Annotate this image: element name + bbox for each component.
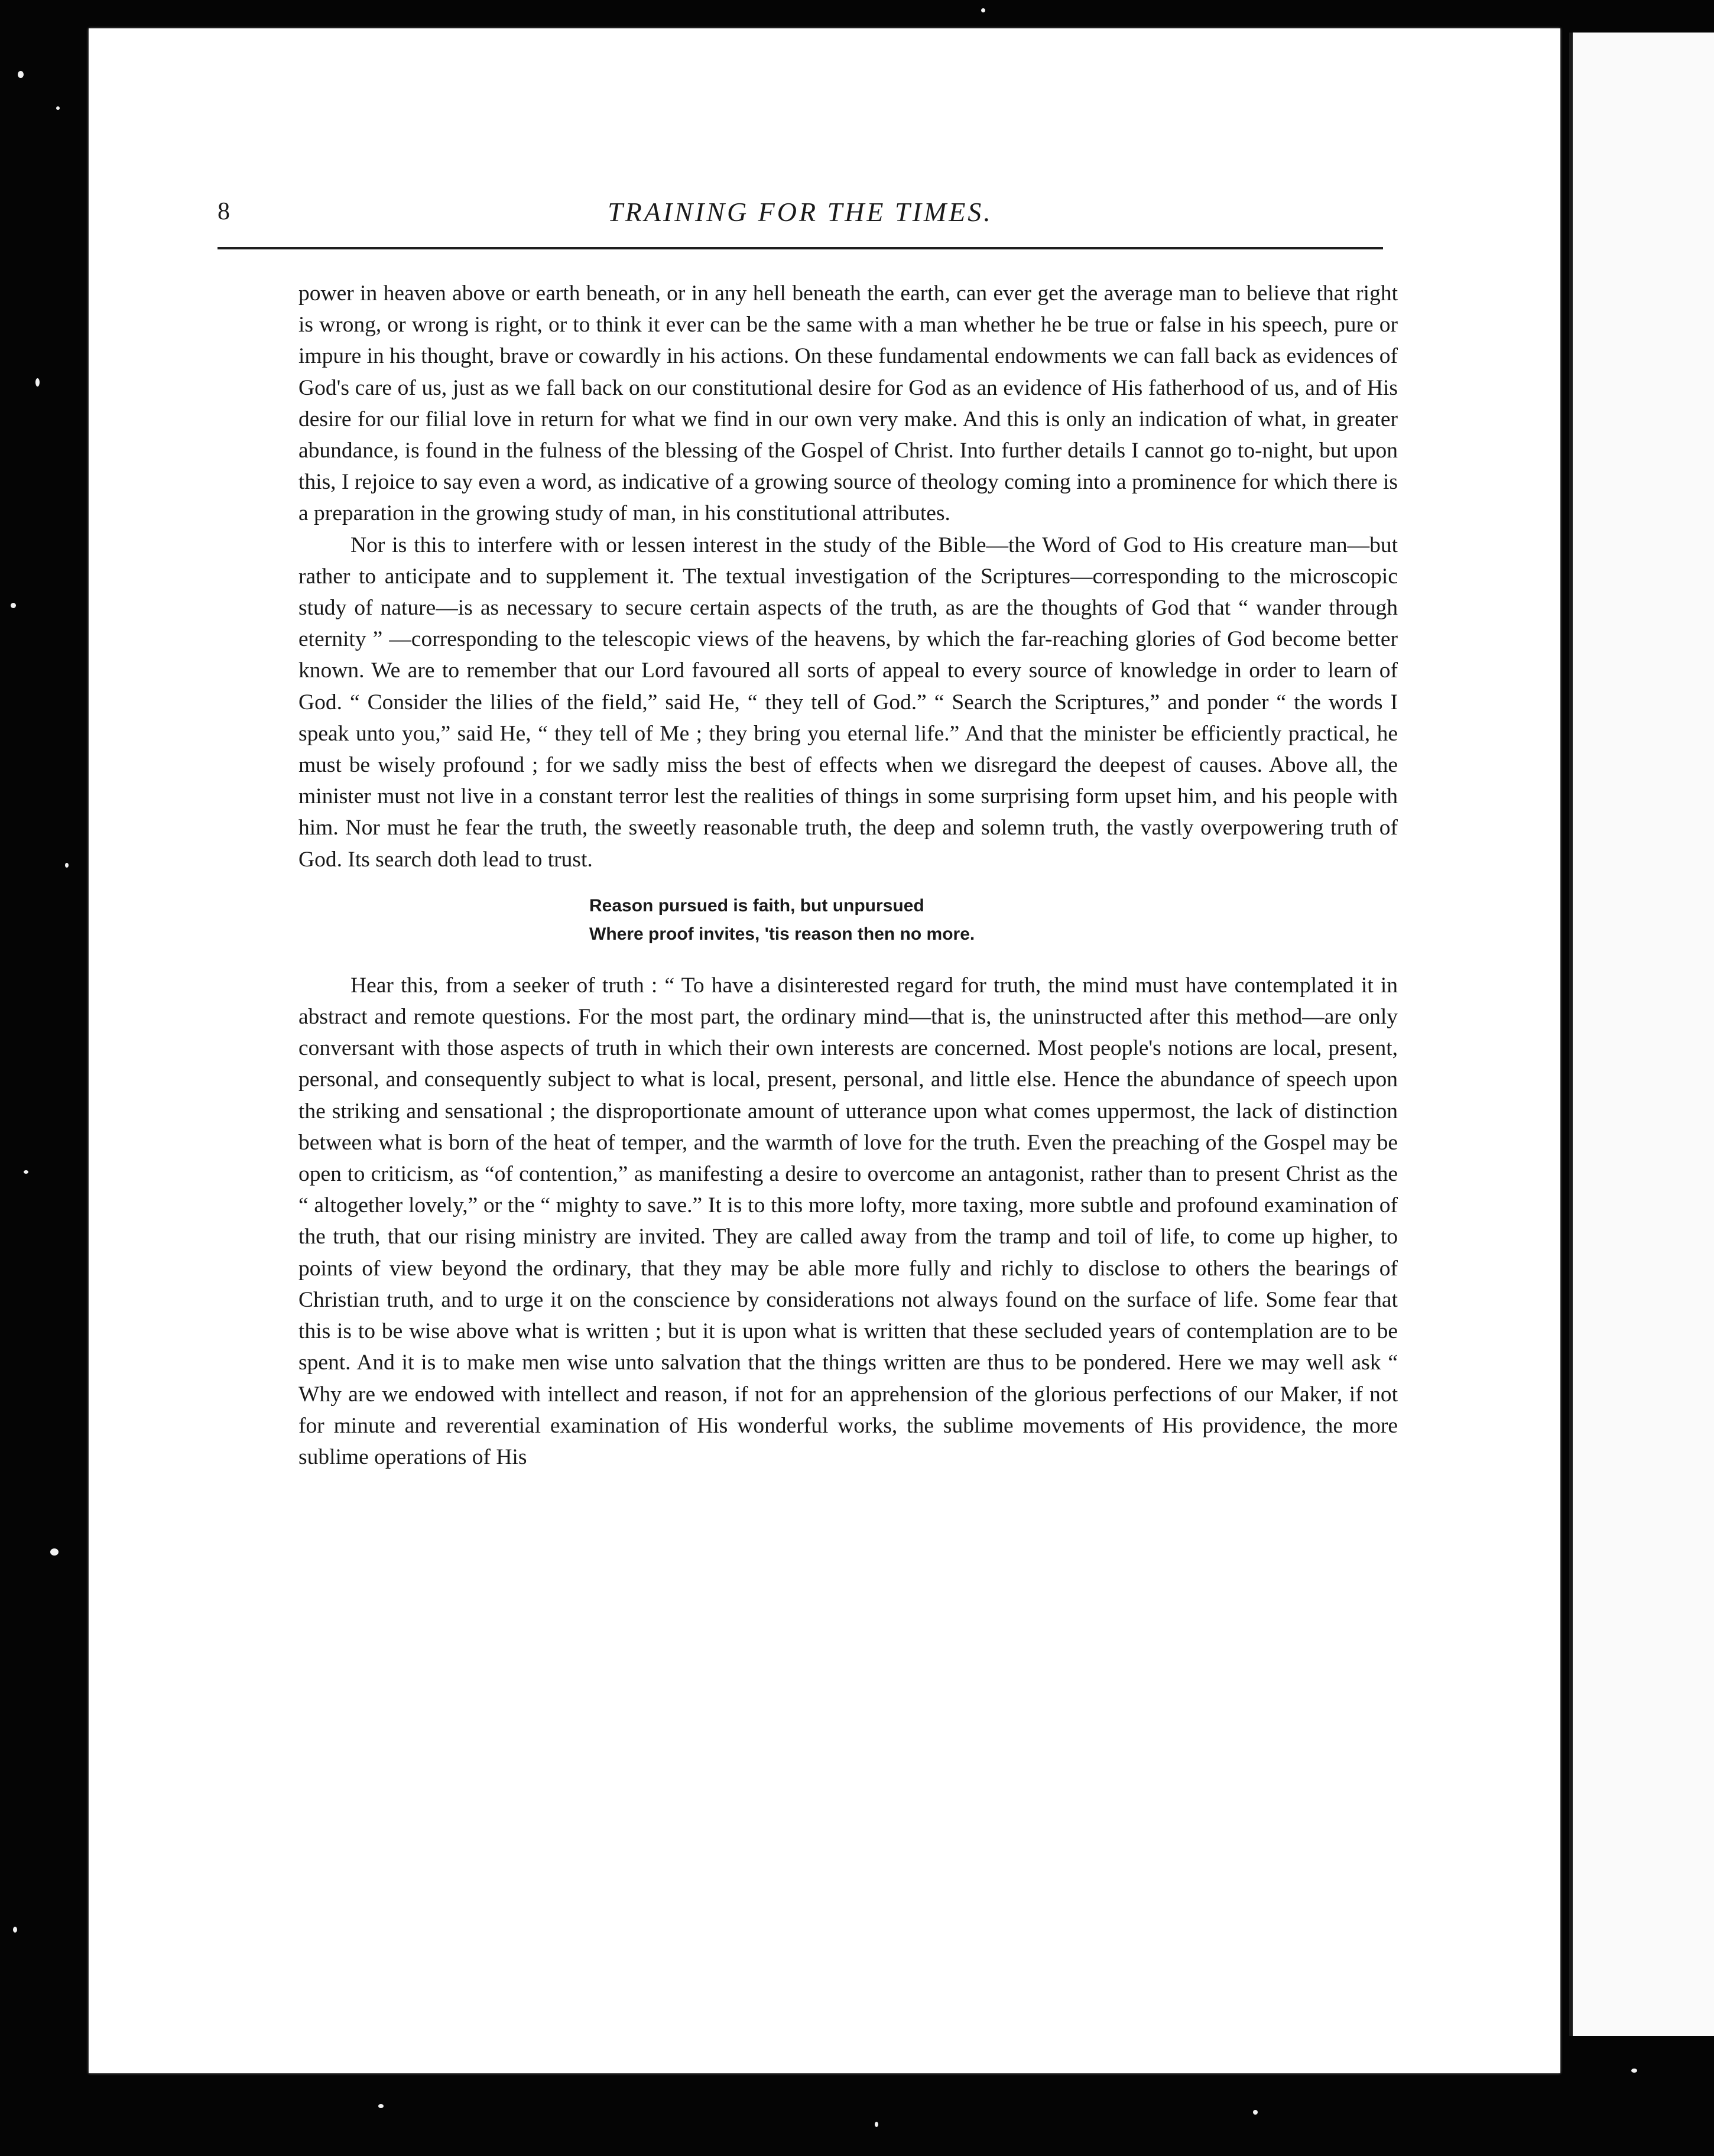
scan-speck xyxy=(13,1927,17,1933)
scan-speck xyxy=(11,603,16,608)
verse-line: Where proof invites, 'tis reason then no more. xyxy=(589,924,975,944)
paragraph-continuation: power in heaven above or earth beneath, or in any hell beneath the earth, can ever get the average man to believe that right is wrong, or wrong is right, or to think it ever can be the same with a man whether he be true or false in his speech, pure or impure in his thought, brave or cowardly in his actions. On these fundamental endowments we can fall back as evidences of God's care of us, just as we fall back on our constitutional desire for God as an evidence of His fatherhood of us, and of His desire for our filial love in return for what we find in our own very make. And this is only an indication of what, in greater abundance, is found in the fulness of the blessing of the Gospel of Christ. Into further details I cannot go to-night, but upon this, I rejoice to say even a word, as indicative of a growing source of theology coming into a prominence for which there is a preparation in the growing study of man, in his constitutional attributes. xyxy=(298,281,1398,526)
scan-speck xyxy=(18,71,24,78)
scan-speck xyxy=(50,1548,59,1556)
page-header xyxy=(218,170,1383,241)
verse-quotation xyxy=(298,892,1398,949)
scan-speck xyxy=(24,1170,28,1174)
scan-speck xyxy=(56,106,60,110)
scan-speck xyxy=(1631,2069,1637,2073)
paragraph: Hear this, from a seeker of truth : “ To have a disinterested regard for truth, the mind must have contemplated it in abstract and remote questions. For the most part, the ordinary mind—that is, the uninstructed after this method—are only conversant with those aspects of truth in which their own interests are concerned. Most people's notions are local, present, personal, and consequently subject to what is local, present, personal, and little else. Hence the abundance of speech upon the striking and sensational ; the disproportionate amount of utterance upon what comes uppermost, the lack of distinction between what is born of the heat of temper, and the warmth of love for the truth. Even the preaching of the Gospel may be open to criticism, as “of contention,” as manifesting a desire to overcome an antagonist, rather than to present Christ as the “ altogether lovely,” or the “ mighty to save.” It is to this more lofty, more taxing, more subtle and profound examination of the truth, that our rising ministry are invited. They are called away from the tramp and toil of life, to come up higher, to points of view beyond the ordinary, that they may be able more fully and richly to disclose to others the bearings of Christian truth, and to urge it on the conscience by considerations not always found on the surface of life. Some fear that this is to be wise above what is written ; but it is upon what is written that these secluded years of contemplation are to be spent. And it is to make men wise unto salvation that the things written are thus to be pondered. Here we may well ask “ Why are we endowed with intellect and reason, if not for an apprehension of the glorious perfections of our Maker, if not for minute and reverential examination of His wonderful works, the sublime movements of His providence, the more sublime operations of His xyxy=(298,973,1398,1469)
body-text xyxy=(298,278,1398,1473)
scan-speck xyxy=(378,2104,384,2108)
adjacent-page-edge xyxy=(1569,33,1714,2036)
header-rule xyxy=(218,247,1383,249)
scan-speck xyxy=(875,2122,878,2127)
scan-speck xyxy=(35,378,40,387)
paragraph: Nor is this to interfere with or lessen interest in the study of the Bible—the Word of God to His creature man—but rather to anticipate and to supplement it. The textual investigation of the Scriptures—corresponding to the microscopic study of nature—is as necessary to secure certain aspects of the truth, as are the thoughts of God that “ wander through eternity ” —corresponding to the telescopic views of the heavens, by which the far-reaching glories of God become better known. We are to remember that our Lord favoured all sorts of appeal to every source of knowledge in order to learn of God. “ Consider the lilies of the field,” said He, “ they tell of God.” “ Search the Scriptures,” and ponder “ the words I speak unto you,” said He, “ they tell of Me ; they bring you eternal life.” And that the minister be efficiently practical, he must be wisely profound ; for we sadly miss the best of effects when we disregard the deepest of causes. Above all, the minister must not live in a constant terror lest the realities of things in some surprising form upset him, and his people with him. Nor must he fear the truth, the sweetly reasonable truth, the deep and solemn truth, the vastly overpowering truth of God. Its search doth lead to trust. xyxy=(298,532,1398,872)
scan-speck xyxy=(981,8,985,12)
page-number: 8 xyxy=(218,198,230,225)
scan-speck xyxy=(65,863,69,868)
verse-line: Reason pursued is faith, but unpursued xyxy=(589,895,924,915)
scan-speck xyxy=(1253,2110,1258,2115)
running-title: TRAINING FOR THE TIMES. xyxy=(608,197,993,227)
